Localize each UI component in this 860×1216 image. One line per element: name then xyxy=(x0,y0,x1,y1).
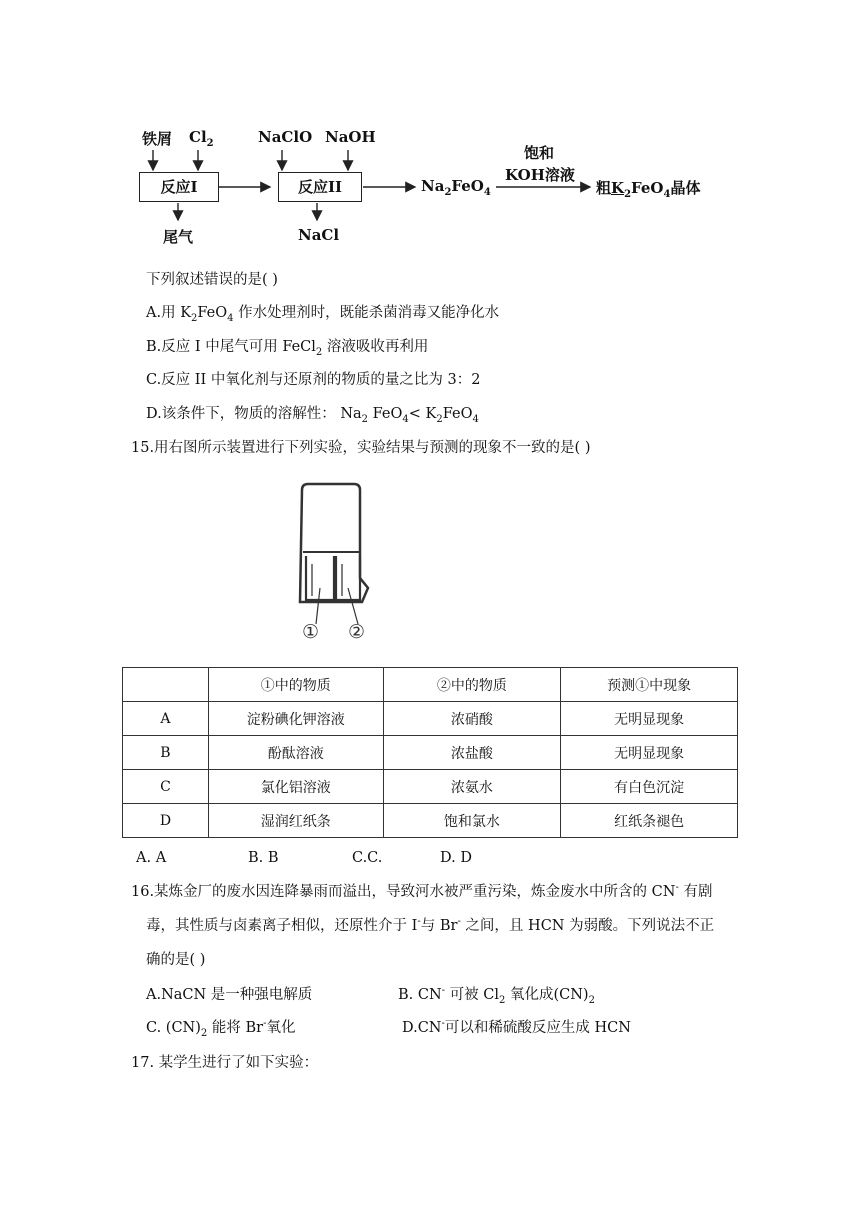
q15-option-d: D. D xyxy=(440,850,472,866)
table-row xyxy=(123,702,738,736)
table-row xyxy=(123,770,738,804)
q14-stem: 下列叙述错误的是( ) xyxy=(146,272,278,288)
q16-option-a: A.NaCN 是一种强电解质 xyxy=(146,987,313,1003)
flow-naclo-label: NaClO xyxy=(258,128,313,146)
table-cell: 有白色沉淀 xyxy=(561,770,738,804)
flow-condition-bottom: KOH溶液 xyxy=(505,166,575,184)
flow-cl2-label: $Cl_2$ xyxy=(189,128,214,149)
apparatus-label-2: ② xyxy=(348,621,366,643)
table-cell: B xyxy=(123,736,209,770)
q16-stem-line1: 16.某炼金厂的废水因连降暴雨而溢出，导致河水被严重污染，炼金废水中所含的 CN- 有剧 xyxy=(131,882,713,900)
table-header-cell: ①中的物质 xyxy=(208,668,383,702)
beaker-2 xyxy=(336,556,360,600)
q17-stem: 17. 某学生进行了如下实验： xyxy=(131,1055,319,1071)
table-cell: 湿润红纸条 xyxy=(208,804,383,838)
q16-option-d: D.CN-可以和稀硫酸反应生成 HCN xyxy=(402,1018,631,1036)
table-header-row xyxy=(123,668,738,702)
table-cell: 无明显现象 xyxy=(561,736,738,770)
table-header-cell: 预测①中现象 xyxy=(561,668,738,702)
q16-stem-line2: 毒，其性质与卤素离子相似，还原性介于 I-与 Br- 之间，且 HCN 为弱酸。下列说法不正 xyxy=(146,916,715,934)
q15-stem: 15.用右图所示装置进行下列实验，实验结果与预测的现象不一致的是( ) xyxy=(131,440,591,456)
apparatus-label-1: ① xyxy=(302,621,320,643)
table-cell: 浓盐酸 xyxy=(383,736,561,770)
q14-option-c: C.反应 II 中氧化剂与还原剂的物质的量之比为 3：2 xyxy=(146,372,481,388)
table-cell: 红纸条褪色 xyxy=(561,804,738,838)
q15-option-a: A. A xyxy=(136,850,167,866)
flow-na2feo4-label: $Na_2FeO_4$ xyxy=(421,177,491,198)
flow-naoh-label: NaOH xyxy=(325,128,376,146)
table-cell: A xyxy=(123,702,209,736)
q15-option-c: C.C. xyxy=(352,850,383,866)
table-row xyxy=(123,804,738,838)
table-cell: 饱和氯水 xyxy=(383,804,561,838)
table-cell: 浓硝酸 xyxy=(383,702,561,736)
q14-option-a: A.用 $K_2FeO_4$ 作水处理剂时，既能杀菌消毒又能净化水 xyxy=(146,305,500,324)
q16-stem-line3: 确的是( ) xyxy=(146,952,206,968)
table-cell: C xyxy=(123,770,209,804)
q14-option-b: B.反应 I 中尾气可用 FeCl$_2$ 溶液吸收再利用 xyxy=(146,339,429,358)
table-row xyxy=(123,736,738,770)
reaction-box-2: 反应II xyxy=(278,172,362,202)
flow-condition-top: 饱和 xyxy=(524,144,555,162)
flow-arrows xyxy=(0,0,860,260)
reaction-box-1: 反应I xyxy=(139,172,219,202)
experiment-table xyxy=(122,667,738,838)
q14-option-d: D.该条件下，物质的溶解性： $Na_2$ $FeO_4< K_2FeO_4$ xyxy=(146,406,479,425)
table-cell: D xyxy=(123,804,209,838)
table-header-cell: ②中的物质 xyxy=(383,668,561,702)
table-header-cell xyxy=(123,668,209,702)
flow-tailgas-label: 尾气 xyxy=(163,228,194,246)
table-cell: 无明显现象 xyxy=(561,702,738,736)
q16-option-c: C. $(CN)_2$ 能将 Br-氧化 xyxy=(146,1018,296,1039)
table-cell: 浓氨水 xyxy=(383,770,561,804)
q15-option-b: B. B xyxy=(248,850,279,866)
table-cell: 氯化铝溶液 xyxy=(208,770,383,804)
flow-nacl-label: NaCl xyxy=(298,226,340,244)
flow-final-product: 粗$K_2FeO_4$晶体 xyxy=(596,179,701,200)
table-cell: 淀粉碘化钾溶液 xyxy=(208,702,383,736)
table-cell: 酚酞溶液 xyxy=(208,736,383,770)
flow-iron-label: 铁屑 xyxy=(142,130,173,148)
q16-option-b: B. CN- 可被 $Cl_2$ 氧化成$(CN)_2$ xyxy=(398,985,595,1006)
